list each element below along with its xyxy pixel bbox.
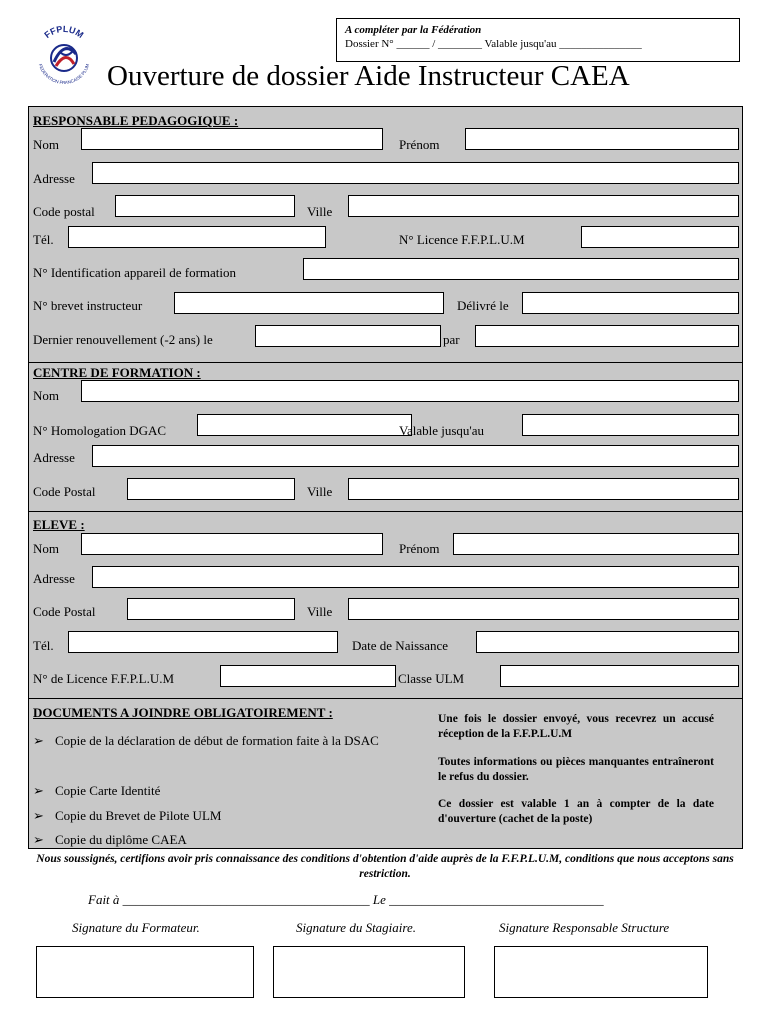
responsable-prenom-field[interactable] — [465, 128, 739, 150]
centre-nom-label: Nom — [33, 388, 59, 403]
info-accuse-reception: Une fois le dossier envoyé, vous recevrez un accusé réception de la F.F.P.L.U.M — [438, 713, 714, 740]
centre-homologation-field[interactable] — [197, 414, 412, 436]
document-item-diplome — [33, 832, 393, 850]
centre-homologation-label: N° Homologation DGAC — [33, 423, 167, 438]
info-validite: Ce dossier est valable 1 an à compter de la date d'ouverture (cachet de la poste) — [438, 798, 714, 825]
document-item-declaration — [33, 733, 393, 767]
document-item-text: Copie de la déclaration de début de formation faite à la DSAC — [55, 733, 379, 748]
arrow-bullet-icon: ➢ — [33, 733, 44, 748]
centre-code-postal-field[interactable] — [127, 478, 295, 500]
responsable-delivre-field[interactable] — [522, 292, 739, 314]
section-eleve — [28, 511, 743, 699]
signature-formateur-box[interactable] — [36, 946, 254, 998]
eleve-classe-field[interactable] — [500, 665, 739, 687]
eleve-ville-label: Ville — [307, 604, 333, 619]
eleve-naissance-label: Date de Naissance — [352, 638, 449, 653]
eleve-tel-label: Tél. — [33, 638, 54, 653]
eleve-licence-field[interactable] — [220, 665, 396, 687]
arrow-bullet-icon: ➢ — [33, 808, 44, 823]
signature-formateur-label: Signature du Formateur. — [72, 920, 200, 935]
section-centre — [28, 362, 743, 512]
eleve-ville-field[interactable] — [348, 598, 739, 620]
responsable-prenom-label: Prénom — [399, 137, 440, 152]
responsable-identification-field[interactable] — [303, 258, 739, 280]
responsable-adresse-label: Adresse — [33, 171, 75, 186]
page-title: Ouverture de dossier Aide Instructeur CAEA — [107, 60, 630, 92]
centre-ville-field[interactable] — [348, 478, 739, 500]
centre-valable-field[interactable] — [522, 414, 739, 436]
eleve-code-postal-field[interactable] — [127, 598, 295, 620]
responsable-renouvellement-label: Dernier renouvellement (-2 ans) le — [33, 332, 213, 347]
document-item-text: Copie du Brevet de Pilote ULM — [55, 808, 222, 823]
responsable-tel-label: Tél. — [33, 232, 54, 247]
eleve-classe-label: Classe ULM — [398, 671, 465, 686]
responsable-delivre-label: Délivré le — [457, 298, 509, 313]
responsable-nom-label: Nom — [33, 137, 59, 152]
eleve-header: ELEVE : — [33, 517, 85, 532]
centre-header: CENTRE DE FORMATION : — [33, 365, 201, 380]
svg-text:FFPLUM — [42, 24, 85, 40]
federation-box-title: A compléter par la Fédération — [345, 24, 482, 36]
document-item-text: Copie du diplôme CAEA — [55, 832, 187, 847]
signature-responsable-label: Signature Responsable Structure — [499, 920, 670, 935]
document-item-identite — [33, 783, 393, 801]
arrow-bullet-icon: ➢ — [33, 832, 44, 847]
ffplum-logo — [30, 22, 98, 90]
responsable-tel-field[interactable] — [68, 226, 326, 248]
eleve-tel-field[interactable] — [68, 631, 338, 653]
responsable-ville-field[interactable] — [348, 195, 739, 217]
responsable-nom-field[interactable] — [81, 128, 383, 150]
responsable-header: RESPONSABLE PEDAGOGIQUE : — [33, 113, 239, 128]
responsable-licence-field[interactable] — [581, 226, 739, 248]
eleve-prenom-label: Prénom — [399, 541, 440, 556]
certification-text: Nous soussignés, certifions avoir pris connaissance des conditions d'obtention d'aide auprès de la F.F.P.L.U.M, conditions que nous acceptons sans restriction. — [36, 853, 734, 880]
svg-text:FEDERATION FRANCAISE PLUM — [38, 63, 90, 85]
responsable-licence-label: N° Licence F.F.P.L.U.M — [399, 232, 525, 247]
eleve-licence-label: N° de Licence F.F.P.L.U.M — [33, 671, 175, 686]
centre-adresse-field[interactable] — [92, 445, 739, 467]
document-item-brevet — [33, 808, 393, 826]
centre-valable-label: Valable jusqu'au — [399, 423, 485, 438]
centre-code-postal-label: Code Postal — [33, 484, 96, 499]
centre-nom-field[interactable] — [81, 380, 739, 402]
signature-responsable-box[interactable] — [494, 946, 708, 998]
eleve-code-postal-label: Code Postal — [33, 604, 96, 619]
responsable-par-label: par — [443, 332, 460, 347]
responsable-renouvellement-field[interactable] — [255, 325, 441, 347]
responsable-brevet-label: N° brevet instructeur — [33, 298, 143, 313]
document-item-text: Copie Carte Identité — [55, 783, 161, 798]
responsable-par-field[interactable] — [475, 325, 739, 347]
responsable-code-postal-field[interactable] — [115, 195, 295, 217]
section-responsable — [28, 106, 743, 363]
eleve-adresse-field[interactable] — [92, 566, 739, 588]
eleve-nom-field[interactable] — [81, 533, 383, 555]
logo-bottom-text: FEDERATION FRANCAISE PLUM — [37, 63, 91, 86]
responsable-code-postal-label: Code postal — [33, 204, 95, 219]
eleve-nom-label: Nom — [33, 541, 59, 556]
centre-adresse-label: Adresse — [33, 450, 75, 465]
info-pieces-manquantes: Toutes informations ou pièces manquantes entraîneront le refus du dossier. — [438, 756, 714, 783]
responsable-identification-label: N° Identification appareil de formation — [33, 265, 237, 280]
signature-stagiaire-box[interactable] — [273, 946, 465, 998]
logo-top-text: FFPLUM — [42, 23, 86, 41]
responsable-adresse-field[interactable] — [92, 162, 739, 184]
responsable-brevet-field[interactable] — [174, 292, 444, 314]
eleve-naissance-field[interactable] — [476, 631, 739, 653]
eleve-prenom-field[interactable] — [453, 533, 739, 555]
fait-a-line: Fait à ______________________________________ Le _________________________________ — [88, 892, 604, 907]
eleve-adresse-label: Adresse — [33, 571, 75, 586]
signature-stagiaire-label: Signature du Stagiaire. — [296, 920, 417, 935]
centre-ville-label: Ville — [307, 484, 333, 499]
arrow-bullet-icon: ➢ — [33, 783, 44, 798]
federation-box — [336, 18, 740, 62]
documents-header: DOCUMENTS A JOINDRE OBLIGATOIREMENT : — [33, 705, 333, 720]
federation-box-dossier-line: Dossier N° ______ / ________ Valable jusqu'au _______________ — [345, 38, 642, 50]
responsable-ville-label: Ville — [307, 204, 333, 219]
